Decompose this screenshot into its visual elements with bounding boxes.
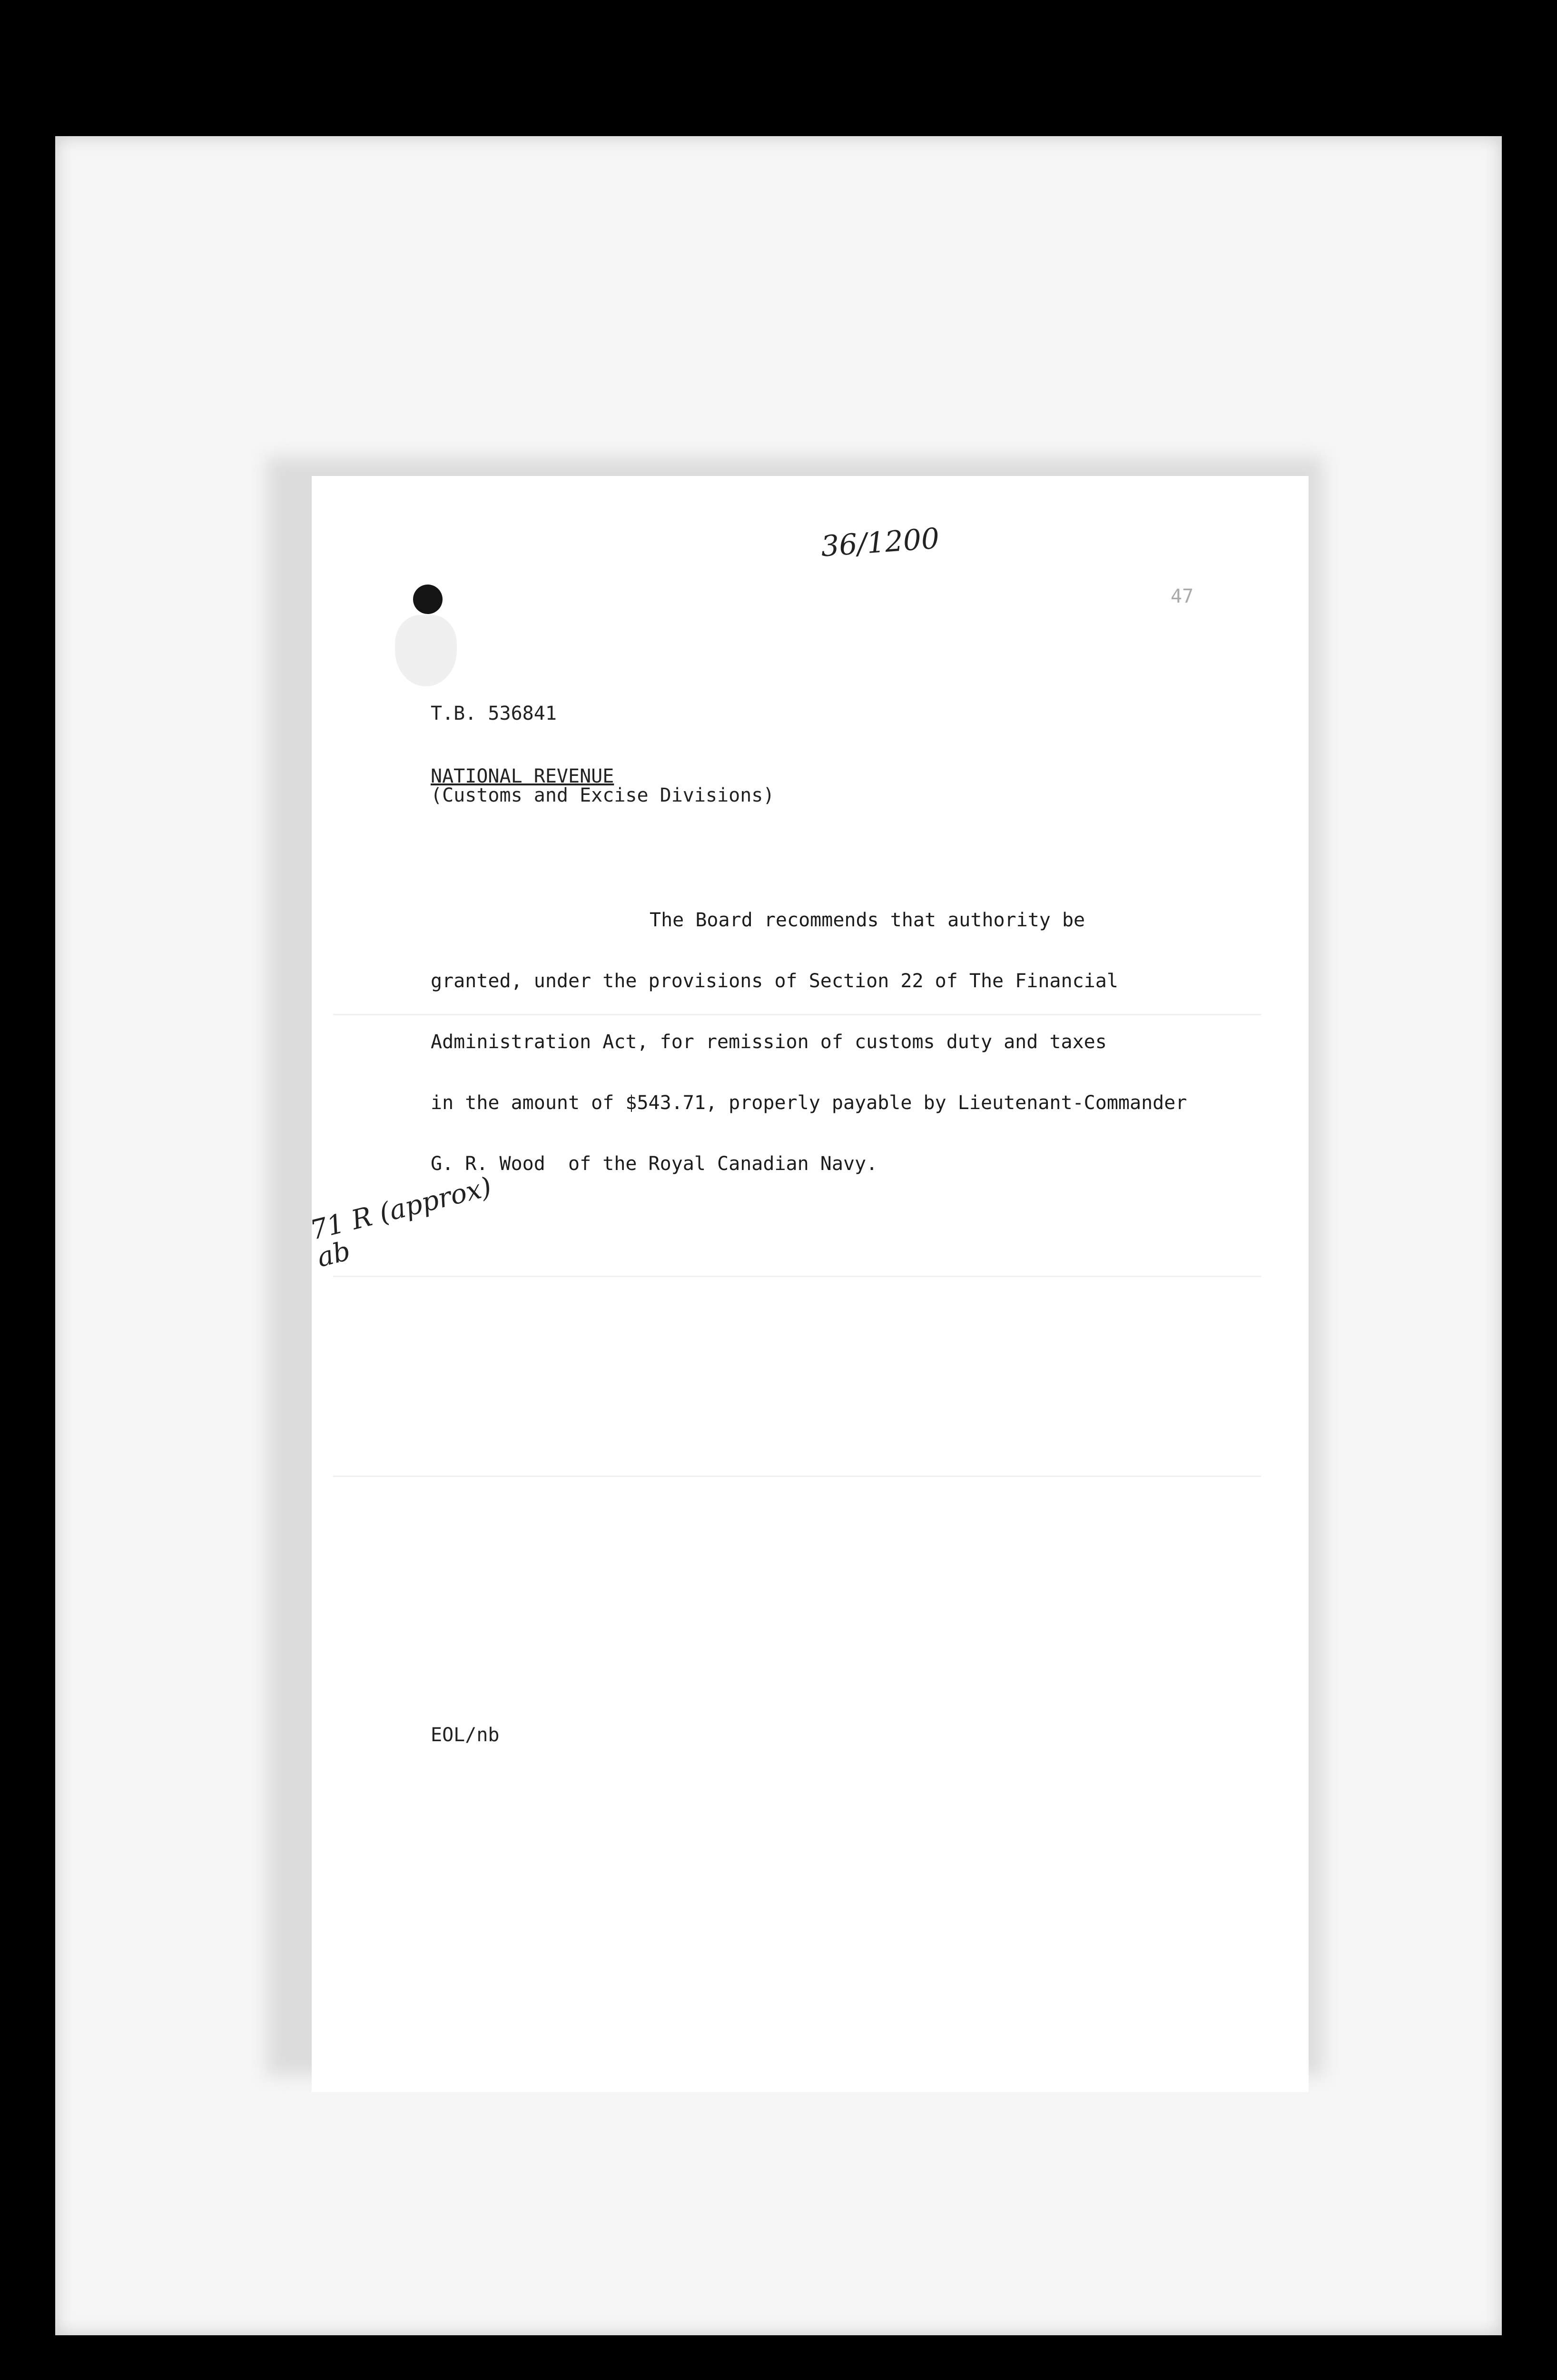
- scan-streak: [333, 1276, 1261, 1277]
- body-line: Administration Act, for remission of customs duty and taxes: [431, 1031, 1107, 1053]
- body-line: The Board recommends that authority be: [650, 909, 1085, 931]
- body-line: in the amount of $543.71, properly payable by Lieutenant-Commander: [431, 1092, 1187, 1114]
- scan-streak: [333, 1476, 1261, 1477]
- body-line: G. R. Wood of the Royal Canadian Navy.: [431, 1153, 878, 1175]
- division-subheading: (Customs and Excise Divisions): [431, 784, 775, 806]
- treasury-board-number: T.B. 536841: [431, 703, 557, 724]
- handwritten-file-reference: 36/1200: [819, 522, 941, 564]
- department-heading: NATIONAL REVENUE: [431, 765, 614, 787]
- crest-watermark: [395, 615, 457, 686]
- body-line: granted, under the provisions of Section 22 of The Financial: [431, 970, 1118, 992]
- typist-initials: EOL/nb: [431, 1724, 500, 1746]
- punch-hole: [413, 585, 443, 614]
- handwritten-margin-note: 71 R (approx) ab: [307, 1171, 495, 1274]
- page-mark: 47: [1171, 585, 1194, 607]
- scan-streak: [333, 1014, 1261, 1015]
